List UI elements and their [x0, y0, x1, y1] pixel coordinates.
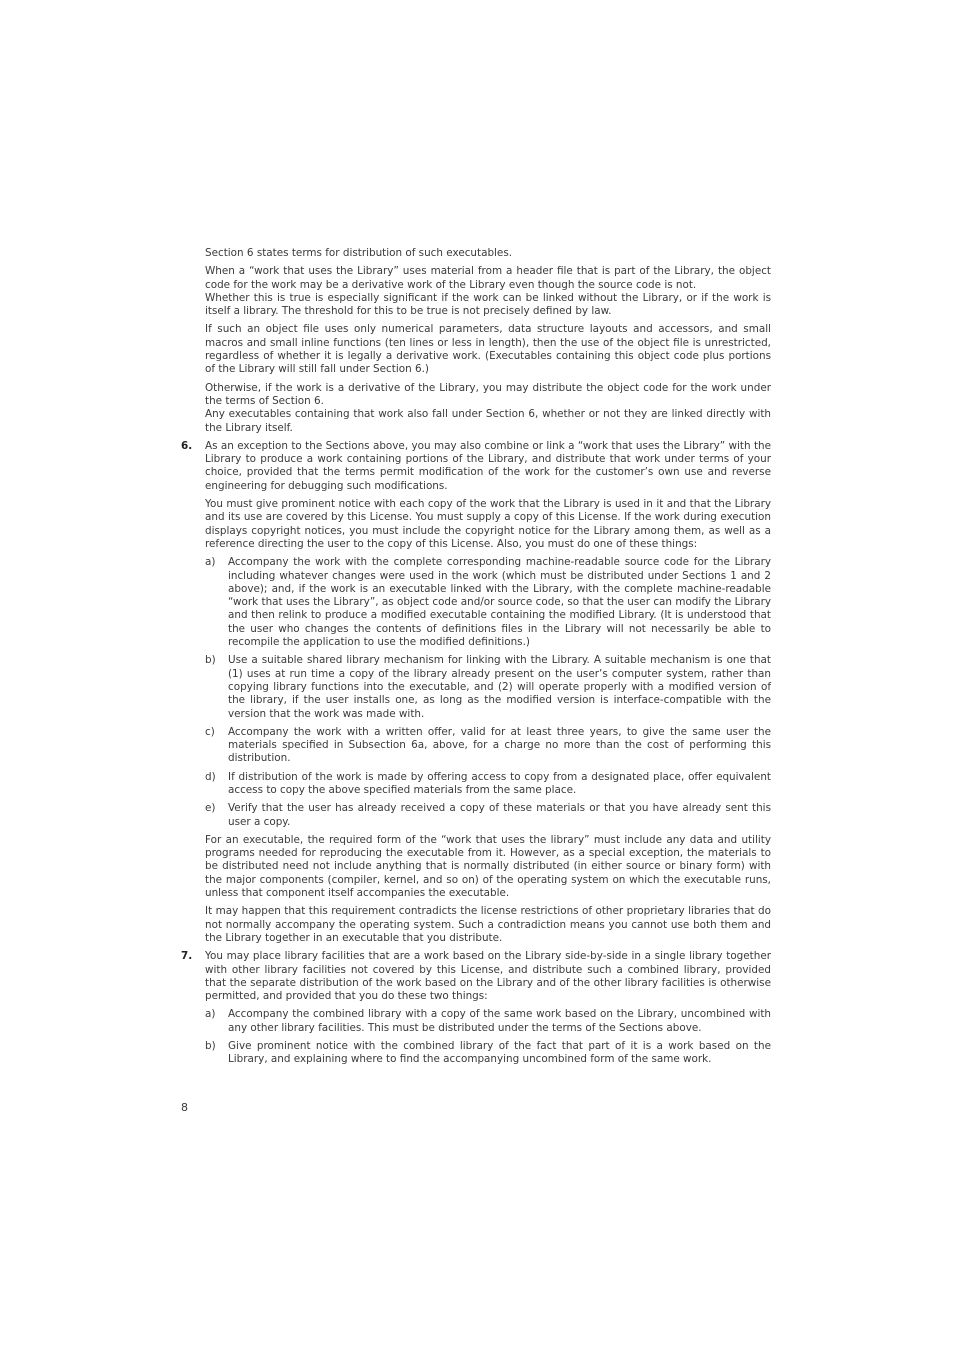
- section-number: 7.: [181, 950, 193, 963]
- list-item-label: a): [205, 556, 216, 569]
- list-item: [205, 725, 771, 766]
- section-6: [181, 439, 771, 493]
- section-7: [181, 950, 771, 1003]
- list-item-text: Accompany the work with a written offer, valid for at least three years, to give the same user the materials specified in Subsection 6a, above, for a charge no more than the cost of performing this distribution.: [228, 725, 771, 765]
- list-item-label: b): [205, 654, 216, 667]
- paragraph: It may happen that this requirement contradicts the license restrictions of other proprietary libraries that do not normally accompany the operating system. Such a contradiction means you cannot use both them and the Library together in an executable that you distribute.: [205, 905, 771, 944]
- list-item-label: a): [205, 1008, 216, 1021]
- paragraph: When a “work that uses the Library” uses material from a header file that is part of the Library, the object code for the work may be a derivative work of the Library even though the source code is not.: [205, 265, 771, 291]
- body-text: [181, 247, 771, 1072]
- list-item-label: d): [205, 770, 216, 783]
- paragraph: You must give prominent notice with each copy of the work that the Library is used in it and that the Library and its use are covered by this License. You must supply a copy of this License. If the work during execution displays copyright notices, you must include the copyright notice for the Library among them, as well as a reference directing the user to the copy of this License. Also, you must do one of these things:: [205, 498, 771, 550]
- list-item: [205, 1008, 771, 1035]
- section-number: 6.: [181, 439, 193, 452]
- list-item-label: b): [205, 1040, 216, 1053]
- section-lead-text: You may place library facilities that are a work based on the Library side-by-side in a single library together with other library facilities not covered by this License, and distribute such a combined library, provided that the separate distribution of the work based on the Library and of the other library facilities is otherwise permitted, and provided that you do these two things:: [205, 950, 771, 1003]
- list-item: [205, 654, 771, 720]
- list-item-text: Use a suitable shared library mechanism for linking with the Library. A suitable mechanism is one that (1) uses at run time a copy of the library already present on the user’s computer system, rather than copying library functions into the executable, and (2) will operate properly with a modified version of the library, if the user installs one, as long as the modified version is interface-compatible with the version that the work was made with.: [228, 654, 771, 720]
- paragraph: If such an object file uses only numerical parameters, data structure layouts and accessors, and small macros and small inline functions (ten lines or less in length), then the use of the object file is unrestricted, regardless of whether it is legally a derivative work. (Executables containing this object code plus portions of the Library will still fall under Section 6.): [205, 323, 771, 376]
- list-item: [205, 770, 771, 798]
- list-item: [205, 556, 771, 649]
- paragraph: Otherwise, if the work is a derivative of the Library, you may distribute the object code for the work under the terms of Section 6.: [205, 381, 771, 407]
- paragraph: Any executables containing that work also fall under Section 6, whether or not they are linked directly with the Library itself.: [205, 408, 771, 434]
- list-item: [205, 802, 771, 829]
- section-lead-text: As an exception to the Sections above, you may also combine or link a “work that uses the Library” with the Library to produce a work containing portions of the Library, and distribute that work under terms of your choice, provided that the terms permit modification of the work for the customer’s own use and reverse engineering for debugging such modifications.: [205, 439, 771, 492]
- page-number: 8: [181, 1101, 188, 1114]
- list-item-text: Give prominent notice with the combined library of the fact that part of it is a work based on the Library, and explaining where to find the accompanying uncombined form of the same work.: [228, 1040, 771, 1066]
- list-item-text: If distribution of the work is made by offering access to copy from a designated place, offer equivalent access to copy the above specified materials from the same place.: [228, 770, 771, 796]
- list-item-text: Accompany the work with the complete corresponding machine-readable source code for the Library including whatever changes were used in the work (which must be distributed under Sections 1 and 2 above); and, if the work is an executable linked with the Library, with the complete machine-readable “work that uses the Library”, as object code and/or source code, so that the user can modify the Library and then relink to produce a modified executable containing the modified Library. (It is understood that the user who changes the contents of definitions files in the Library will not necessarily be able to recompile the application to use the modified definitions.): [228, 556, 771, 649]
- paragraph: For an executable, the required form of the “work that uses the library” must include any data and utility programs needed for reproducing the executable from it. However, as a special exception, the materials to be distributed need not include anything that is normally distributed (in either source or binary form) with the major components (compiler, kernel, and so on) of the operating system on which the executable runs, unless that component itself accompanies the executable.: [205, 833, 771, 900]
- list-item-label: c): [205, 725, 215, 738]
- list-item-label: e): [205, 802, 216, 815]
- paragraph: Whether this is true is especially significant if the work can be linked without the Library, or if the work is itself a library. The threshold for this to be true is not precisely defined by law.: [205, 291, 771, 318]
- list-item: [205, 1040, 771, 1067]
- paragraph: Section 6 states terms for distribution of such executables.: [205, 247, 513, 259]
- list-item-text: Verify that the user has already received a copy of these materials or that you have already sent this user a copy.: [228, 802, 771, 828]
- list-item-text: Accompany the combined library with a copy of the same work based on the Library, uncombined with any other library facilities. This must be distributed under the terms of the Sections above.: [228, 1008, 771, 1034]
